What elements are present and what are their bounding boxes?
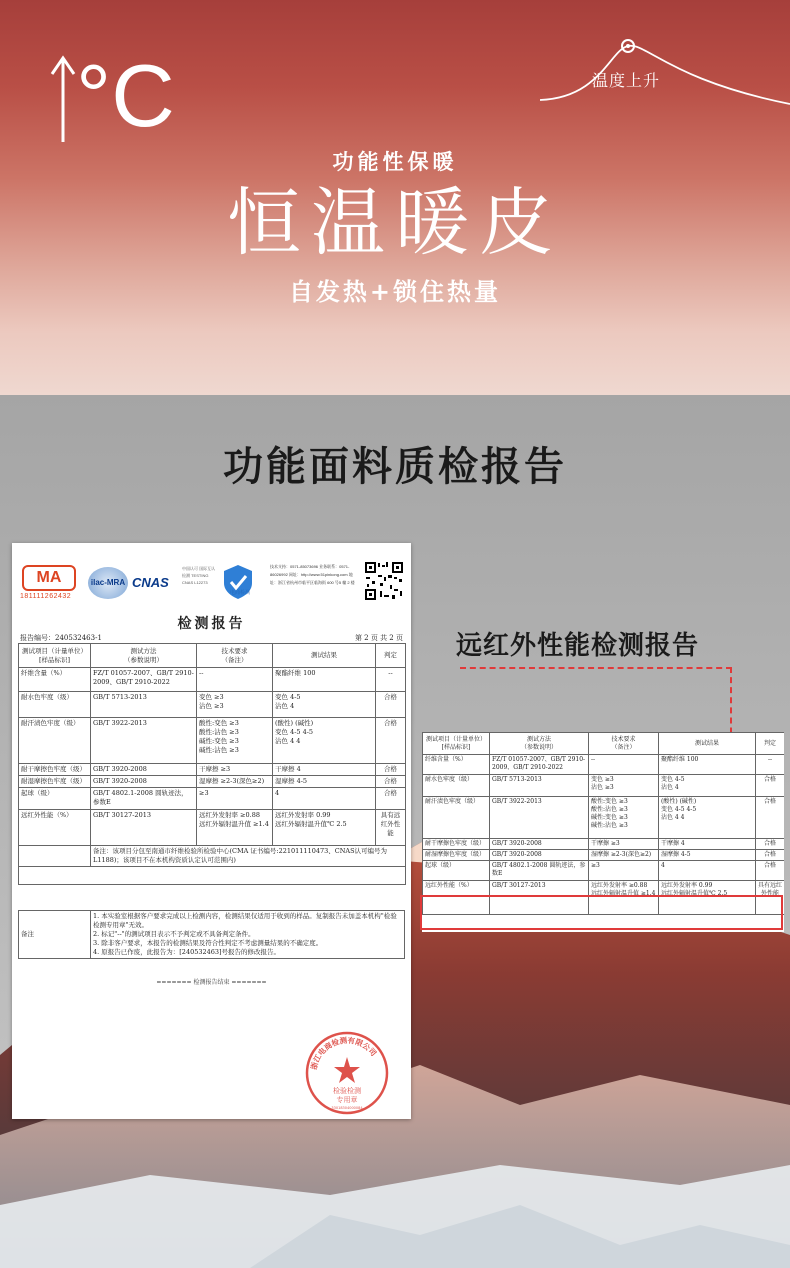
shield-label: 电商检测 — [229, 590, 250, 596]
cell-method: GB/T 3922-2013 — [91, 718, 197, 764]
column-header: 测试结果 — [273, 644, 376, 668]
cell-method: GB/T 4802.1-2008 圆轨迹法，参数E — [91, 788, 197, 810]
cma-logo — [20, 565, 80, 607]
official-seal — [302, 1029, 392, 1115]
cell-verdict: 合格 — [756, 839, 785, 850]
curve-label: 温度上升 — [592, 71, 661, 90]
cell-verdict: -- — [376, 668, 406, 692]
column-header: 技术要求 （备注） — [589, 733, 659, 755]
cell-result: 聚酯纤维 100 — [273, 668, 376, 692]
temperature-rise-icon — [48, 46, 188, 147]
cell-item: 耐干摩擦色牢度（级） — [19, 764, 91, 776]
crop-table — [422, 732, 784, 915]
cell-requirement: 干摩擦 ≥3 — [197, 764, 273, 776]
cell-method: GB/T 5713-2013 — [490, 775, 589, 797]
table-row — [423, 861, 785, 881]
note-item: 4. 原报告已作废，此报告为：[240532463]号报告的修改报告。 — [93, 948, 281, 956]
table-header-row — [423, 733, 785, 755]
cell-verdict: 合格 — [376, 788, 406, 810]
cell-method: GB/T 3920-2008 — [91, 764, 197, 776]
column-header: 技术要求 （备注） — [197, 644, 273, 668]
cell-verdict: 合格 — [376, 692, 406, 718]
cell-method: FZ/T 01057-2007、GB/T 2910-2009、GB/T 2910-2022 — [490, 755, 589, 775]
hero-kicker: 功能性保暖 — [332, 150, 458, 174]
table-row — [423, 775, 785, 797]
column-header: 测试项目（计量单位） [样品标识] — [19, 644, 91, 668]
svg-text:检验检测: 检验检测 — [333, 1087, 361, 1095]
celsius-symbol: °C — [76, 46, 175, 145]
cell-requirement: 远红外发射率 ≥0.88 远红外辐射温升值 ≥1.4 — [589, 881, 659, 915]
cell-verdict: 合格 — [376, 718, 406, 764]
remark-cell: 备注：该项目分包至南通市纤维检验所检验中心(CMA 证书编号:221011110473、CNAS认可编号为 L1188)；该项目不在本机构资质认定认可范围内) — [91, 846, 406, 867]
table-row — [19, 846, 406, 867]
column-header: 判定 — [756, 733, 785, 755]
table-row — [19, 692, 406, 718]
cell-requirement: 变色 ≥3 沾色 ≥3 — [589, 775, 659, 797]
cell-item: 耐干摩擦色牢度（级） — [423, 839, 490, 850]
cell-item: 起球（级） — [19, 788, 91, 810]
svg-text:浙江电商检测有限公司: 浙江电商检测有限公司 — [309, 1035, 379, 1071]
hero-subtitle: 自发热+锁住热量 — [288, 278, 502, 306]
cell-requirement: -- — [197, 668, 273, 692]
qr-code-icon — [364, 561, 404, 601]
cell-method: GB/T 30127-2013 — [91, 810, 197, 846]
cma-mark: MA — [22, 565, 76, 591]
cell-result: 湿摩擦 4-5 — [659, 850, 756, 861]
cell-method: FZ/T 01057-2007、GB/T 2910-2009、GB/T 2910-2022 — [91, 668, 197, 692]
cell-verdict: 合格 — [756, 861, 785, 881]
cell-item: 远红外性能（%） — [423, 881, 490, 915]
cell-requirement: -- — [589, 755, 659, 775]
cell-item: 远红外性能（%） — [19, 810, 91, 846]
cell-result: 4 — [273, 788, 376, 810]
notes-table — [18, 910, 405, 959]
svg-text:33018304000084: 33018304000084 — [331, 1106, 363, 1110]
column-header: 测试项目（计量单位） [样品标识] — [423, 733, 490, 755]
table-row — [19, 810, 406, 846]
column-header: 测试方法 （参数说明） — [490, 733, 589, 755]
cell-verdict: 合格 — [376, 776, 406, 788]
cnas-logo: CNAS — [132, 575, 169, 590]
column-header: 判定 — [376, 644, 406, 668]
cell-verdict: 合格 — [756, 775, 785, 797]
cell-result: 远红外发射率 0.99 远红外辐射温升值℃ 2.5 — [273, 810, 376, 846]
cell-requirement: ≥3 — [589, 861, 659, 881]
cell-item: 纤维含量（%） — [423, 755, 490, 775]
cell-result: 4 — [659, 861, 756, 881]
section-title: 功能面料质检报告 — [223, 444, 567, 490]
cell-verdict: -- — [756, 755, 785, 775]
cell-method: GB/T 3920-2008 — [91, 776, 197, 788]
cell-method: GB/T 5713-2013 — [91, 692, 197, 718]
table-row — [19, 718, 406, 764]
test-report-document — [12, 543, 411, 1119]
cell-item: 耐湿摩擦色牢度（级） — [19, 776, 91, 788]
table-row — [19, 788, 406, 810]
table-row — [19, 911, 405, 959]
contact-info: 技术支持：0571-85073696 业务联系：0571-86026992 网址：http://www.51pinkong.com 地址：浙江省杭州市临平区临海街 600 号5 幢 2 楼 — [270, 564, 355, 585]
report-meta — [20, 633, 403, 643]
ilac-mra-logo: ilac-MRA — [88, 567, 128, 599]
column-header: 测试结果 — [659, 733, 756, 755]
note-item: 3. 除非客户要求，本报告的检测结果及符合性判定不考虑测量结果的不确定度。 — [93, 939, 323, 947]
cell-result: 湿摩擦 4-5 — [273, 776, 376, 788]
table-header-row — [19, 644, 406, 668]
cell-result: 聚酯纤维 100 — [659, 755, 756, 775]
cell-requirement: 干摩擦 ≥3 — [589, 839, 659, 850]
table-row — [19, 764, 406, 776]
report-table — [18, 643, 406, 885]
note-item: 2. 标记"--"的测试项目表示不予判定或不具备判定条件。 — [93, 930, 255, 938]
cell-item: 耐湿摩擦色牢度（级） — [423, 850, 490, 861]
notes-label: 备注 — [19, 911, 91, 959]
table-row — [19, 776, 406, 788]
cell-method: GB/T 30127-2013 — [490, 881, 589, 915]
cell-requirement: 湿摩擦 ≥2-3(深色≥2) — [589, 850, 659, 861]
notes-block — [18, 910, 405, 959]
table-row — [423, 797, 785, 839]
cell-item: 耐汗渍色牢度（级） — [19, 718, 91, 764]
cell-requirement: 酸性:变色 ≥3 酸性:沾色 ≥3 碱性:变色 ≥3 碱性:沾色 ≥3 — [589, 797, 659, 839]
cell-method: GB/T 3920-2008 — [490, 850, 589, 861]
cell-result: 变色 4-5 沾色 4 — [273, 692, 376, 718]
highlight-box — [420, 895, 783, 930]
cell-verdict: 具有远红外性能 — [376, 810, 406, 846]
note-item: 1. 本实验室根据客户要求完成以上检测内容，检测结果仅适用于收到的样品。复制报告未加盖本机构"检验检测专用章"无效。 — [93, 912, 397, 929]
cell-requirement: 湿摩擦 ≥2-3(深色≥2) — [197, 776, 273, 788]
cell-item: 纤维含量（%） — [19, 668, 91, 692]
cell-result: 远红外发射率 0.99 远红外辐射温升值℃ 2.5 — [659, 881, 756, 915]
cell-verdict: 合格 — [756, 850, 785, 861]
cell-method: GB/T 3920-2008 — [490, 839, 589, 850]
cell-item: 起球（级） — [423, 861, 490, 881]
shield-check-icon — [218, 563, 258, 609]
report-title: 检测报告 — [177, 616, 246, 632]
hero-title: 恒温暖皮 — [227, 180, 563, 266]
table-row — [423, 755, 785, 775]
cell-method: GB/T 4802.1-2008 圆轨迹法，参数E — [490, 861, 589, 881]
table-row — [19, 867, 406, 885]
crop-title: 远红外性能检测报告 — [456, 631, 700, 661]
dashed-underline — [460, 667, 732, 669]
report-number: 报告编号：240532463-1 — [20, 634, 102, 642]
cell-verdict: 合格 — [756, 797, 785, 839]
cell-item: 耐水色牢度（级） — [19, 692, 91, 718]
cell-requirement: 变色 ≥3 沾色 ≥3 — [197, 692, 273, 718]
cell-verdict: 具有远红外性能 — [756, 881, 785, 915]
page-indicator: 第 2 页 共 2 页 — [354, 634, 403, 642]
svg-text:专用章: 专用章 — [336, 1096, 358, 1104]
cell-result: (酸性) (碱性) 变色 4-5 4-5 沾色 4 4 — [659, 797, 756, 839]
cma-number: 181111262432 — [20, 593, 72, 600]
report-end-line: ======= 检测报告结束 ======= — [156, 979, 267, 986]
cell-verdict: 合格 — [376, 764, 406, 776]
table-row — [19, 668, 406, 692]
cell-requirement: 远红外发射率 ≥0.88 远红外辐射温升值 ≥1.4 — [197, 810, 273, 846]
cell-method: GB/T 3922-2013 — [490, 797, 589, 839]
cell-result: 干摩擦 4 — [273, 764, 376, 776]
cell-requirement: 酸性:变色 ≥3 酸性:沾色 ≥3 碱性:变色 ≥3 碱性:沾色 ≥3 — [197, 718, 273, 764]
cell-requirement: ≥3 — [197, 788, 273, 810]
column-header: 测试方法 （参数说明） — [91, 644, 197, 668]
cell-item: 耐汗渍色牢度（级） — [423, 797, 490, 839]
hero-banner — [0, 0, 790, 395]
certification-logos — [20, 559, 405, 609]
cnas-accreditation-text: 中国认可 国际互认 检测 TESTING CNAS L12273 — [182, 566, 216, 585]
cell-item: 耐水色牢度（级） — [423, 775, 490, 797]
cell-result: (酸性) (碱性) 变色 4-5 4-5 沾色 4 4 — [273, 718, 376, 764]
table-row — [423, 850, 785, 861]
cell-result: 干摩擦 4 — [659, 839, 756, 850]
table-row — [423, 839, 785, 850]
cell-result: 变色 4-5 沾色 4 — [659, 775, 756, 797]
